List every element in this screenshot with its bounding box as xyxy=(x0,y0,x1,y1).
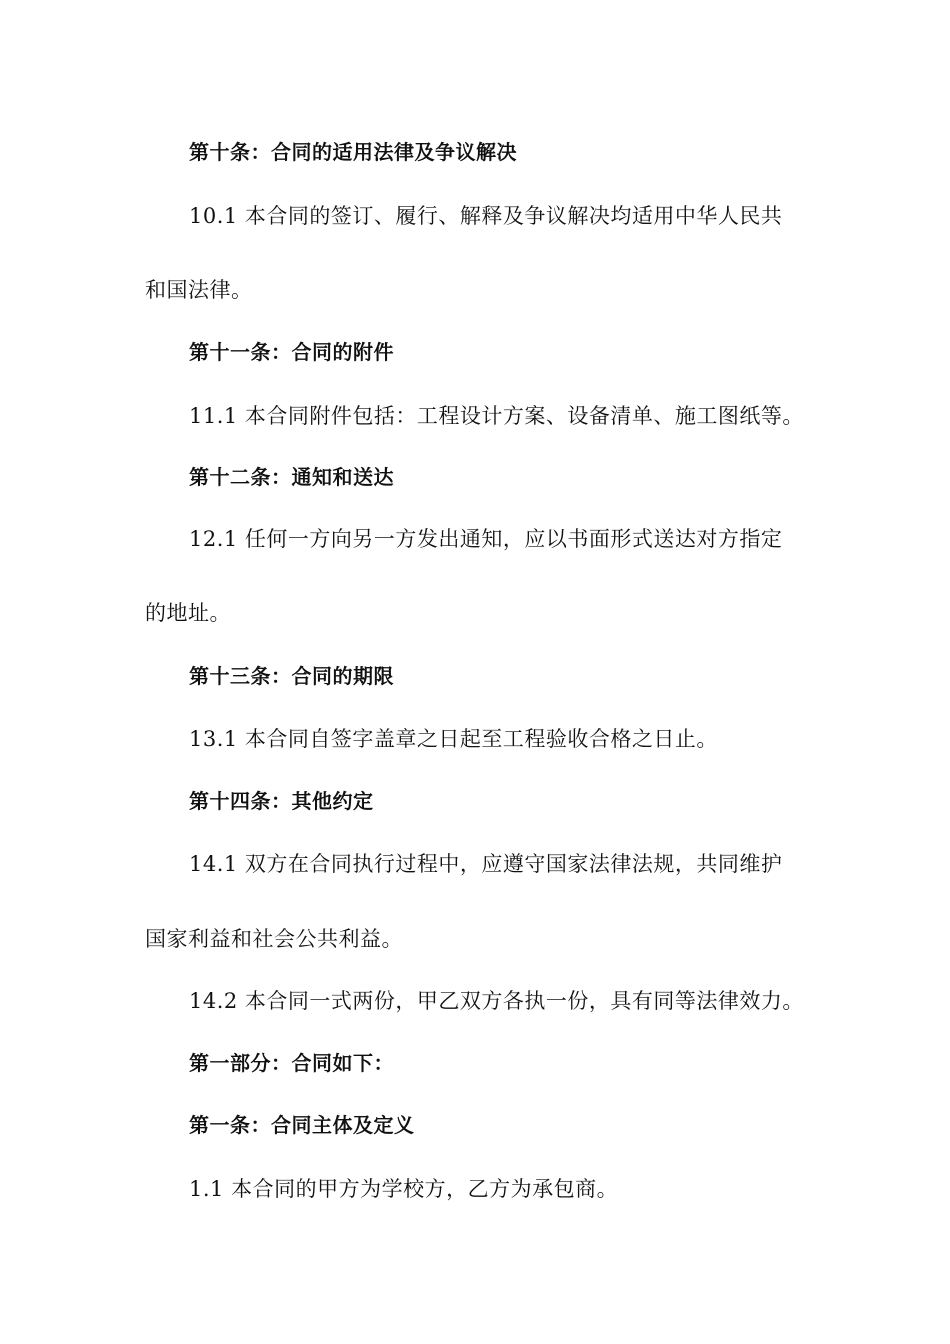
clause-10-1-continued: 和国法律。 xyxy=(145,278,253,302)
clause-14-1-continued: 国家利益和社会公共利益。 xyxy=(145,927,403,951)
clause-1-1: 1.1 本合同的甲方为学校方，乙方为承包商。 xyxy=(189,1177,619,1201)
clause-12-1-continued: 的地址。 xyxy=(145,601,231,625)
article-1-heading: 第一条：合同主体及定义 xyxy=(189,1113,415,1137)
article-11-heading: 第十一条：合同的附件 xyxy=(189,340,394,364)
clause-14-2: 14.2 本合同一式两份，甲乙双方各执一份，具有同等法律效力。 xyxy=(189,989,804,1013)
article-14-heading: 第十四条：其他约定 xyxy=(189,789,374,813)
clause-12-1: 12.1 任何一方向另一方发出通知，应以书面形式送达对方指定 xyxy=(189,527,783,551)
clause-13-1: 13.1 本合同自签字盖章之日起至工程验收合格之日止。 xyxy=(189,727,718,751)
article-12-heading: 第十二条：通知和送达 xyxy=(189,465,394,489)
part-1-heading: 第一部分：合同如下： xyxy=(189,1051,394,1075)
article-10-heading: 第十条：合同的适用法律及争议解决 xyxy=(189,140,517,164)
clause-10-1: 10.1 本合同的签订、履行、解释及争议解决均适用中华人民共 xyxy=(189,204,783,228)
clause-11-1: 11.1 本合同附件包括：工程设计方案、设备清单、施工图纸等。 xyxy=(189,404,804,428)
clause-14-1: 14.1 双方在合同执行过程中，应遵守国家法律法规，共同维护 xyxy=(189,852,783,876)
article-13-heading: 第十三条：合同的期限 xyxy=(189,664,394,688)
